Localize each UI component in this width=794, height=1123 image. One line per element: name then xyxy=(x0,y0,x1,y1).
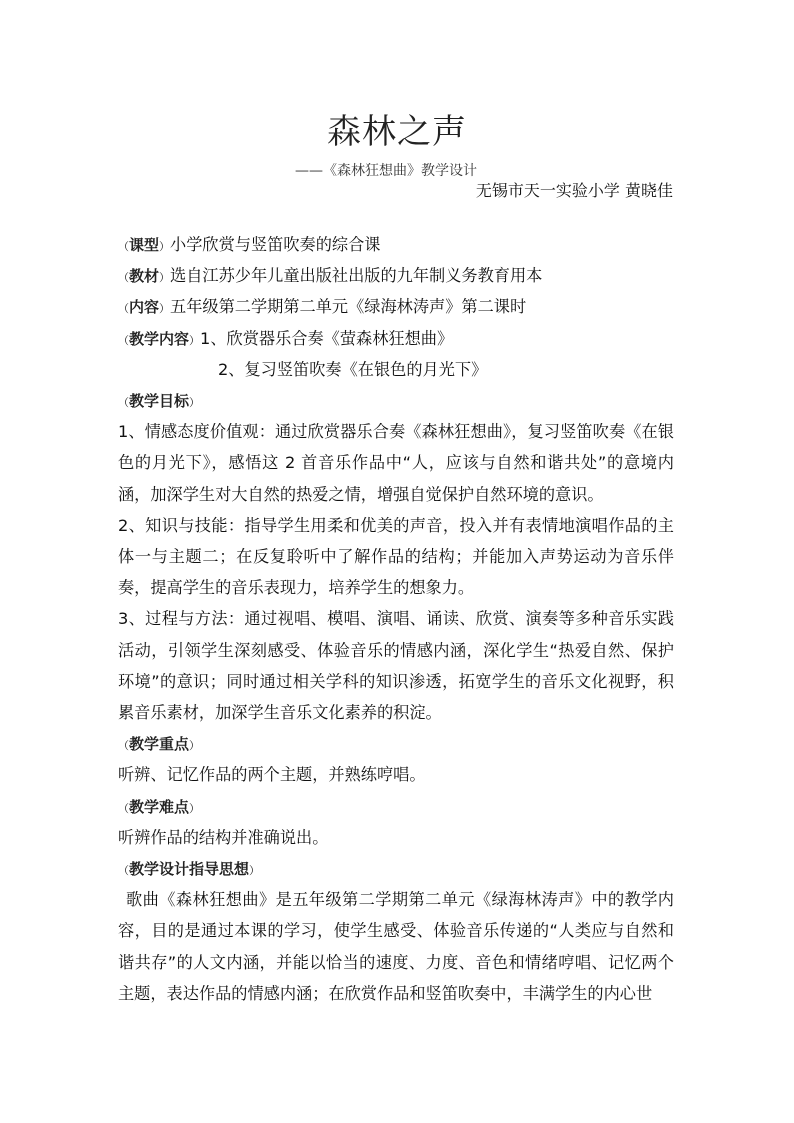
bracket-close: ） xyxy=(189,801,201,815)
bracket-close: ） xyxy=(189,395,201,409)
section-heading-key-points xyxy=(118,728,674,759)
key-points-text: 听辨、记忆作品的两个主题，并熟练哼唱。 xyxy=(118,765,426,785)
bracket-open: （ xyxy=(118,271,129,285)
teaching-content-item-2: 2、复习竖笛吹奏《在银色的月光下》 xyxy=(218,359,488,379)
bracket-close: ） xyxy=(159,240,171,253)
document-subtitle: ——《森林狂想曲》教学设计 xyxy=(295,163,477,179)
meta-label: 教材 xyxy=(129,267,160,286)
bracket-close: ） xyxy=(249,863,261,877)
guiding-idea-text: 歌曲《森林狂想曲》是五年级第二学期第二单元《绿海林涛声》中的教学内容，目的是通过本课的学习，使学生感受、体验音乐传递的“人类应与自然和谐共存”的人文内涵，并能以恰当的速度、力度、音色和情绪哼唱、记忆两个主题，表达作品的情感内涵；在欣赏作品和竖笛吹奏中，丰满学生的内心世 xyxy=(118,890,674,1003)
section-heading-difficulties xyxy=(118,791,674,822)
bracket-open: （ xyxy=(118,302,129,316)
bracket-open: （ xyxy=(118,739,129,753)
section-heading: 教学目标 xyxy=(129,391,190,410)
objective-item-3: 3、过程与方法：通过视唱、模唱、演唱、诵读、欣赏、演奏等多种音乐实践活动，引领学生深刻感受、体验音乐的情感内涵，深化学生“热爱自然、保护环境”的意识；同时通过相关学科的知识渗透，拓宽学生的音乐文化视野，积累音乐素材，加深学生音乐文化素养的积淀。 xyxy=(118,609,674,722)
objective-item-2: 2、知识与技能：指导学生用柔和优美的声音，投入并有表情地演唱作品的主体一与主题二；在反复聆听中了解作品的结构；并能加入声势运动为音乐伴奏，提高学生的音乐表现力，培养学生的想象力。 xyxy=(118,515,674,598)
meta-value: 五年级第二学期第二单元《绿海林涛声》第二课时 xyxy=(170,297,527,317)
difficulties-text: 听辨作品的结构并准确说出。 xyxy=(118,827,329,847)
meta-value: 选自江苏少年儿童出版社出版的九年制义务教育用本 xyxy=(170,266,543,286)
document-title: 森林之声 xyxy=(327,112,467,152)
meta-label: 课型 xyxy=(129,236,160,254)
bracket-close: ） xyxy=(189,333,201,347)
meta-teaching-content xyxy=(118,323,674,354)
meta-label: 内容 xyxy=(129,298,160,317)
section-heading-guiding-idea xyxy=(118,853,674,884)
bracket-close: ） xyxy=(159,271,171,285)
meta-lesson-type xyxy=(118,229,674,260)
meta-content xyxy=(118,291,674,322)
section-heading: 教学重点 xyxy=(129,735,190,754)
meta-textbook xyxy=(118,260,674,291)
objective-item-1: 1、情感态度价值观：通过欣赏器乐合奏《森林狂想曲》，复习竖笛吹奏《在银色的月光下》，感悟这 2 首音乐作品中“人，应该与自然和谐共处”的意境内涵，加深学生对大自然的热爱之情，增强自觉保护自然环境的意识。 xyxy=(118,422,674,504)
document-author: 无锡市天一实验小学 黄晓佳 xyxy=(475,181,673,200)
teaching-content-item-1: 1、欣赏器乐合奏《萤森林狂想曲》 xyxy=(200,328,454,348)
section-heading-objectives xyxy=(118,385,674,416)
teaching-content-item-2-line xyxy=(118,354,674,385)
bracket-open: （ xyxy=(118,395,129,409)
bracket-open: （ xyxy=(118,801,129,815)
meta-label: 教学内容 xyxy=(129,329,190,348)
document-body xyxy=(118,229,674,1009)
section-heading: 教学难点 xyxy=(129,797,190,816)
bracket-open: （ xyxy=(118,863,129,877)
section-heading: 教学设计指导思想 xyxy=(129,859,250,878)
bracket-open: （ xyxy=(118,240,129,253)
bracket-close: ） xyxy=(159,302,171,316)
bracket-open: （ xyxy=(118,333,129,347)
meta-value: 小学欣赏与竖笛吹奏的综合课 xyxy=(170,235,381,254)
bracket-close: ） xyxy=(189,739,201,753)
